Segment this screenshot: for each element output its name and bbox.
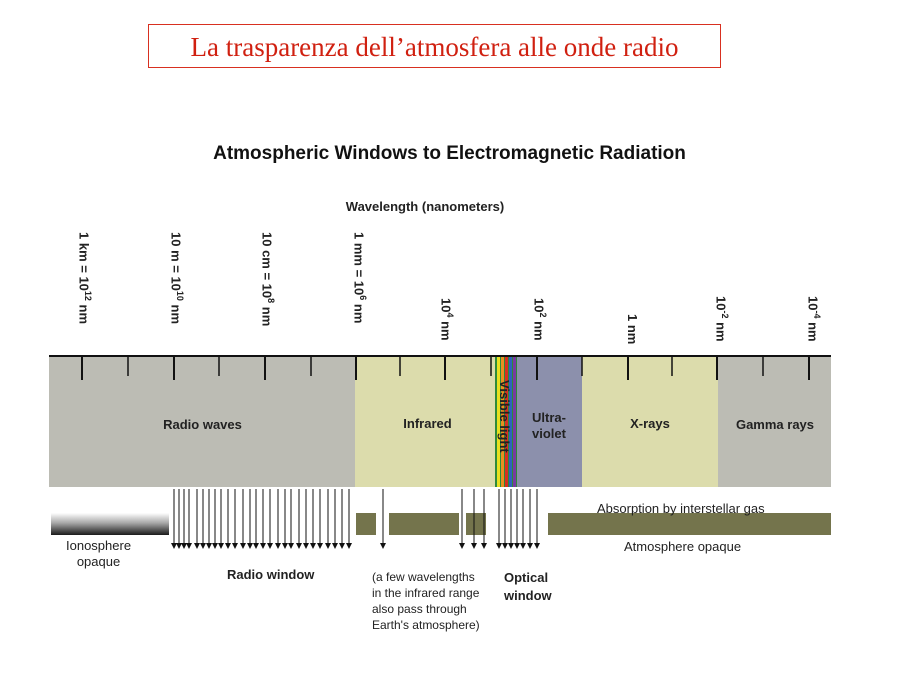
tick-label-10m: 10 $m = 10^{10}$ nm [168,232,185,325]
label-ionosphere-opaque: Ionosphere opaque [66,538,132,569]
label-xrays: X-rays [630,416,670,431]
label-atmosphere-opaque: Atmosphere opaque [624,539,742,554]
tick-label-1e-4nm: $10^{-4}$ nm [805,296,822,342]
radio-window-arrows [174,489,349,546]
axis-title: Wavelength (nanometers) [345,199,505,214]
tick-label-1km: 1 km = $10^{12}$ nm [76,232,93,325]
slide-title: La trasparenza dell’atmosfera alle onde radio [148,24,721,68]
label-infrared: Infrared [403,416,452,431]
atmosphere-opaque-bar [548,513,831,535]
tick-label-1e2nm: $10^2$ nm [531,298,548,341]
optical-window-arrowheads [496,543,540,549]
ionosphere-block [51,513,169,535]
tick-label-1nm: 1 nm [625,314,640,345]
label-radio-waves: Radio waves [163,417,242,432]
tick-label-10cm: 10 cm = $10^8$ nm [259,232,276,327]
tick-label-1e4nm: $10^4$ nm [438,298,455,341]
tick-label-1mm: 1 mm = $10^6$ nm [351,232,368,324]
diagram-title: Atmospheric Windows to Electromagnetic Radiation [213,143,686,164]
label-optical-window: Optical window [504,570,552,603]
label-radio-window: Radio window [227,567,315,582]
radio-window-arrowheads [171,543,352,549]
label-interstellar-absorption: Absorption by interstellar gas [597,501,765,516]
infrared-arrowheads [380,543,487,549]
optical-window-arrows [499,489,537,546]
label-ultraviolet: Ultra- violet [532,410,566,441]
label-gamma-rays: Gamma rays [735,417,815,432]
infrared-absorption-bar [356,513,486,535]
label-visible-light: Visible light [497,380,512,453]
label-infrared-note: (a few wavelengths in the infrared range also pass through Earth's atmosphere) [372,570,480,632]
tick-label-1e-2nm: $10^{-2}$ nm [713,296,730,342]
